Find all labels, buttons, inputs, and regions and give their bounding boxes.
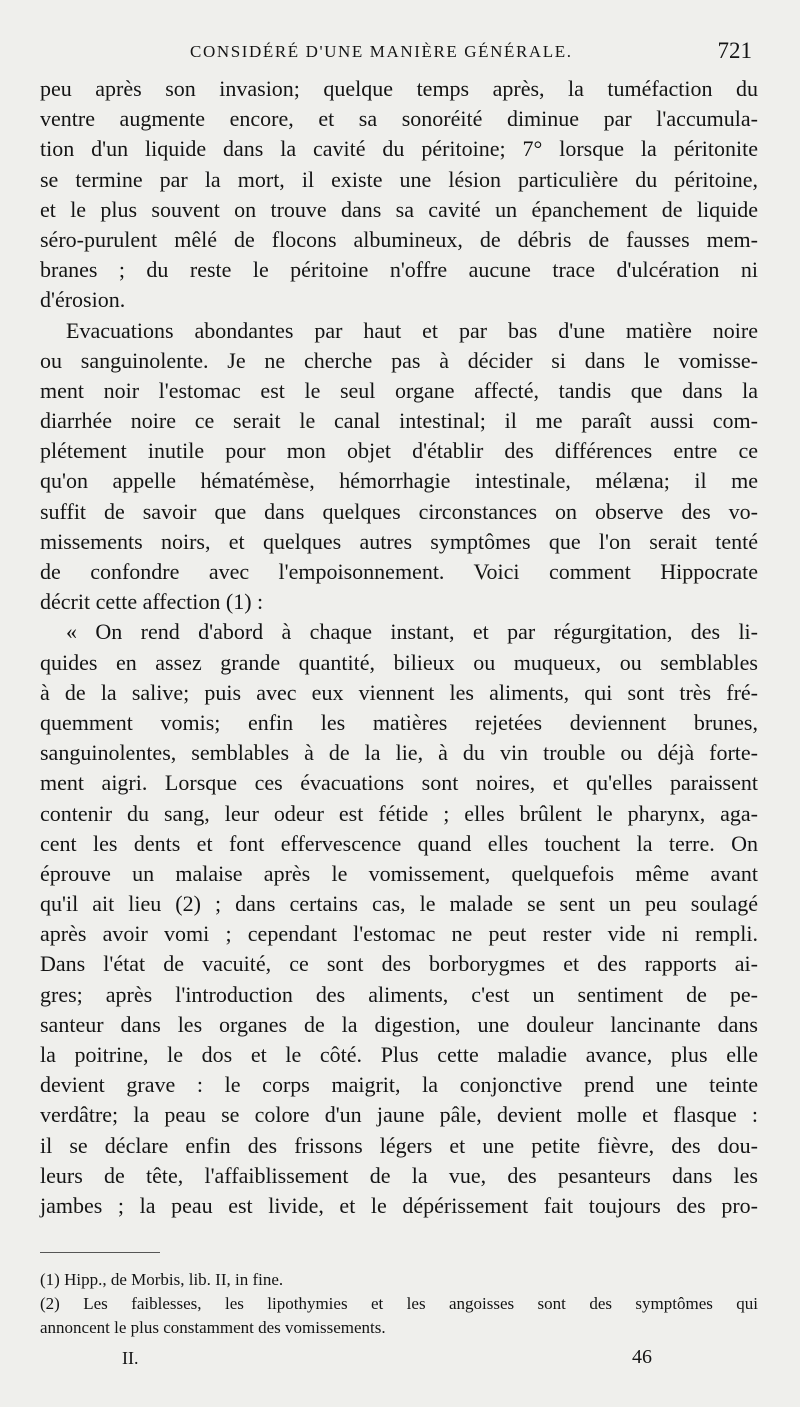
text-line: et le plus souvent on trouve dans sa cavité un épanchement de liquide [40, 196, 758, 222]
text-line: tion d'un liquide dans la cavité du péritoine; 7° lorsque la péritonite [40, 136, 758, 162]
text-line: de confondre avec l'empoisonnement. Voici comment Hippocrate [40, 559, 758, 584]
text-line: d'érosion. [40, 287, 126, 313]
text-line: ment noir l'estomac est le seul organe affecté, tandis que dans la [40, 377, 758, 403]
text-line: devient grave : le corps maigrit, la conjonctive prend une teinte [40, 1072, 758, 1098]
text-line: leurs de tête, l'affaiblissement de la vue, des pesanteurs dans les [40, 1162, 758, 1188]
text-line: il se déclare enfin des frissons légers et une petite fièvre, des dou- [40, 1132, 758, 1158]
text-line: verdâtre; la peau se colore d'un jaune pâle, devient molle et flasque : [40, 1102, 758, 1128]
text-line: qu'on appelle hématémèse, hémorrhagie intestinale, mélæna; il me [40, 468, 758, 494]
text-line: à de la salive; puis avec eux viennent les aliments, qui sont très fré- [40, 679, 758, 705]
text-line: suffit de savoir que dans quelques circonstances on observe des vo- [40, 498, 758, 524]
text-line: ventre augmente encore, et sa sonoréité diminue par l'accumula- [40, 106, 758, 132]
text-line: contenir du sang, leur odeur est fétide ; elles brûlent le pharynx, aga- [40, 800, 758, 826]
sheet-number: 46 [632, 1346, 652, 1368]
section-heading-line: Evacuations abondantes par haut et par bas d'une matière noire [66, 317, 758, 343]
text-line: missements noirs, et quelques autres symptômes que l'on serait tenté [40, 528, 758, 554]
text-line: cent les dents et font effervescence quand elles touchent la terre. On [40, 830, 758, 856]
text-line: après avoir vomi ; cependant l'estomac ne peut rester vide ni rempli. [40, 921, 758, 947]
footnote-1: (1) Hipp., de Morbis, lib. II, in fine. [40, 1270, 284, 1289]
quote-start-line: « On rend d'abord à chaque instant, et par régurgitation, des li- [66, 619, 758, 645]
text-line: jambes ; la peau est livide, et le dépérissement fait toujours des pro- [40, 1192, 758, 1218]
text-line: quides en assez grande quantité, bilieux ou muqueux, ou semblables [40, 649, 758, 675]
text-line: peu après son invasion; quelque temps après, la tuméfaction du [40, 76, 758, 101]
text-line: plétement inutile pour mon objet d'établir des différences entre ce [40, 438, 758, 464]
footnote-rule [40, 1252, 160, 1253]
footnote-2: (2) Les faiblesses, les lipothymies et les angoisses sont des symptômes qui [40, 1294, 758, 1313]
text-line: sanguinolentes, semblables à de la lie, à du vin trouble ou déjà forte- [40, 740, 758, 766]
text-line: branes ; du reste le péritoine n'offre aucune trace d'ulcération ni [40, 257, 758, 283]
text-line: la poitrine, le dos et le côté. Plus cette maladie avance, plus elle [40, 1042, 758, 1067]
text-line: se termine par la mort, il existe une lésion particulière du péritoine, [40, 166, 758, 192]
running-title: CONSIDÉRÉ D'UNE MANIÈRE GÉNÉRALE. [190, 42, 573, 61]
text-line: Dans l'état de vacuité, ce sont des borborygmes et des rapports ai- [40, 951, 758, 977]
footnote-2-cont: annoncent le plus constamment des vomissements. [40, 1318, 386, 1337]
signature-mark [40, 1348, 758, 1378]
text-line: ou sanguinolente. Je ne cherche pas à décider si dans le vomisse- [40, 347, 758, 373]
running-head [40, 38, 758, 70]
text-line: qu'il ait lieu (2) ; dans certains cas, le malade se sent un peu soulagé [40, 891, 758, 917]
text-line: quemment vomis; enfin les matières rejetées deviennent brunes, [40, 709, 758, 735]
text-line: séro-purulent mêlé de flocons albumineux, de débris de fausses mem- [40, 226, 758, 252]
page-number: 721 [717, 38, 752, 63]
footnotes [40, 1268, 758, 1340]
text-line: éprouve un malaise après le vomissement, quelquefois même avant [40, 860, 758, 886]
text-line: santeur dans les organes de la digestion, une douleur lancinante dans [40, 1011, 758, 1037]
body-text [40, 74, 758, 1221]
text-line: décrit cette affection (1) : [40, 589, 264, 615]
text-line: diarrhée noire ce serait le canal intestinal; il me paraît aussi com- [40, 408, 758, 434]
text-line: gres; après l'introduction des aliments, c'est un sentiment de pe- [40, 981, 758, 1007]
volume-mark: II. [122, 1348, 139, 1368]
text-line: ment aigri. Lorsque ces évacuations sont noires, et qu'elles paraissent [40, 770, 758, 796]
